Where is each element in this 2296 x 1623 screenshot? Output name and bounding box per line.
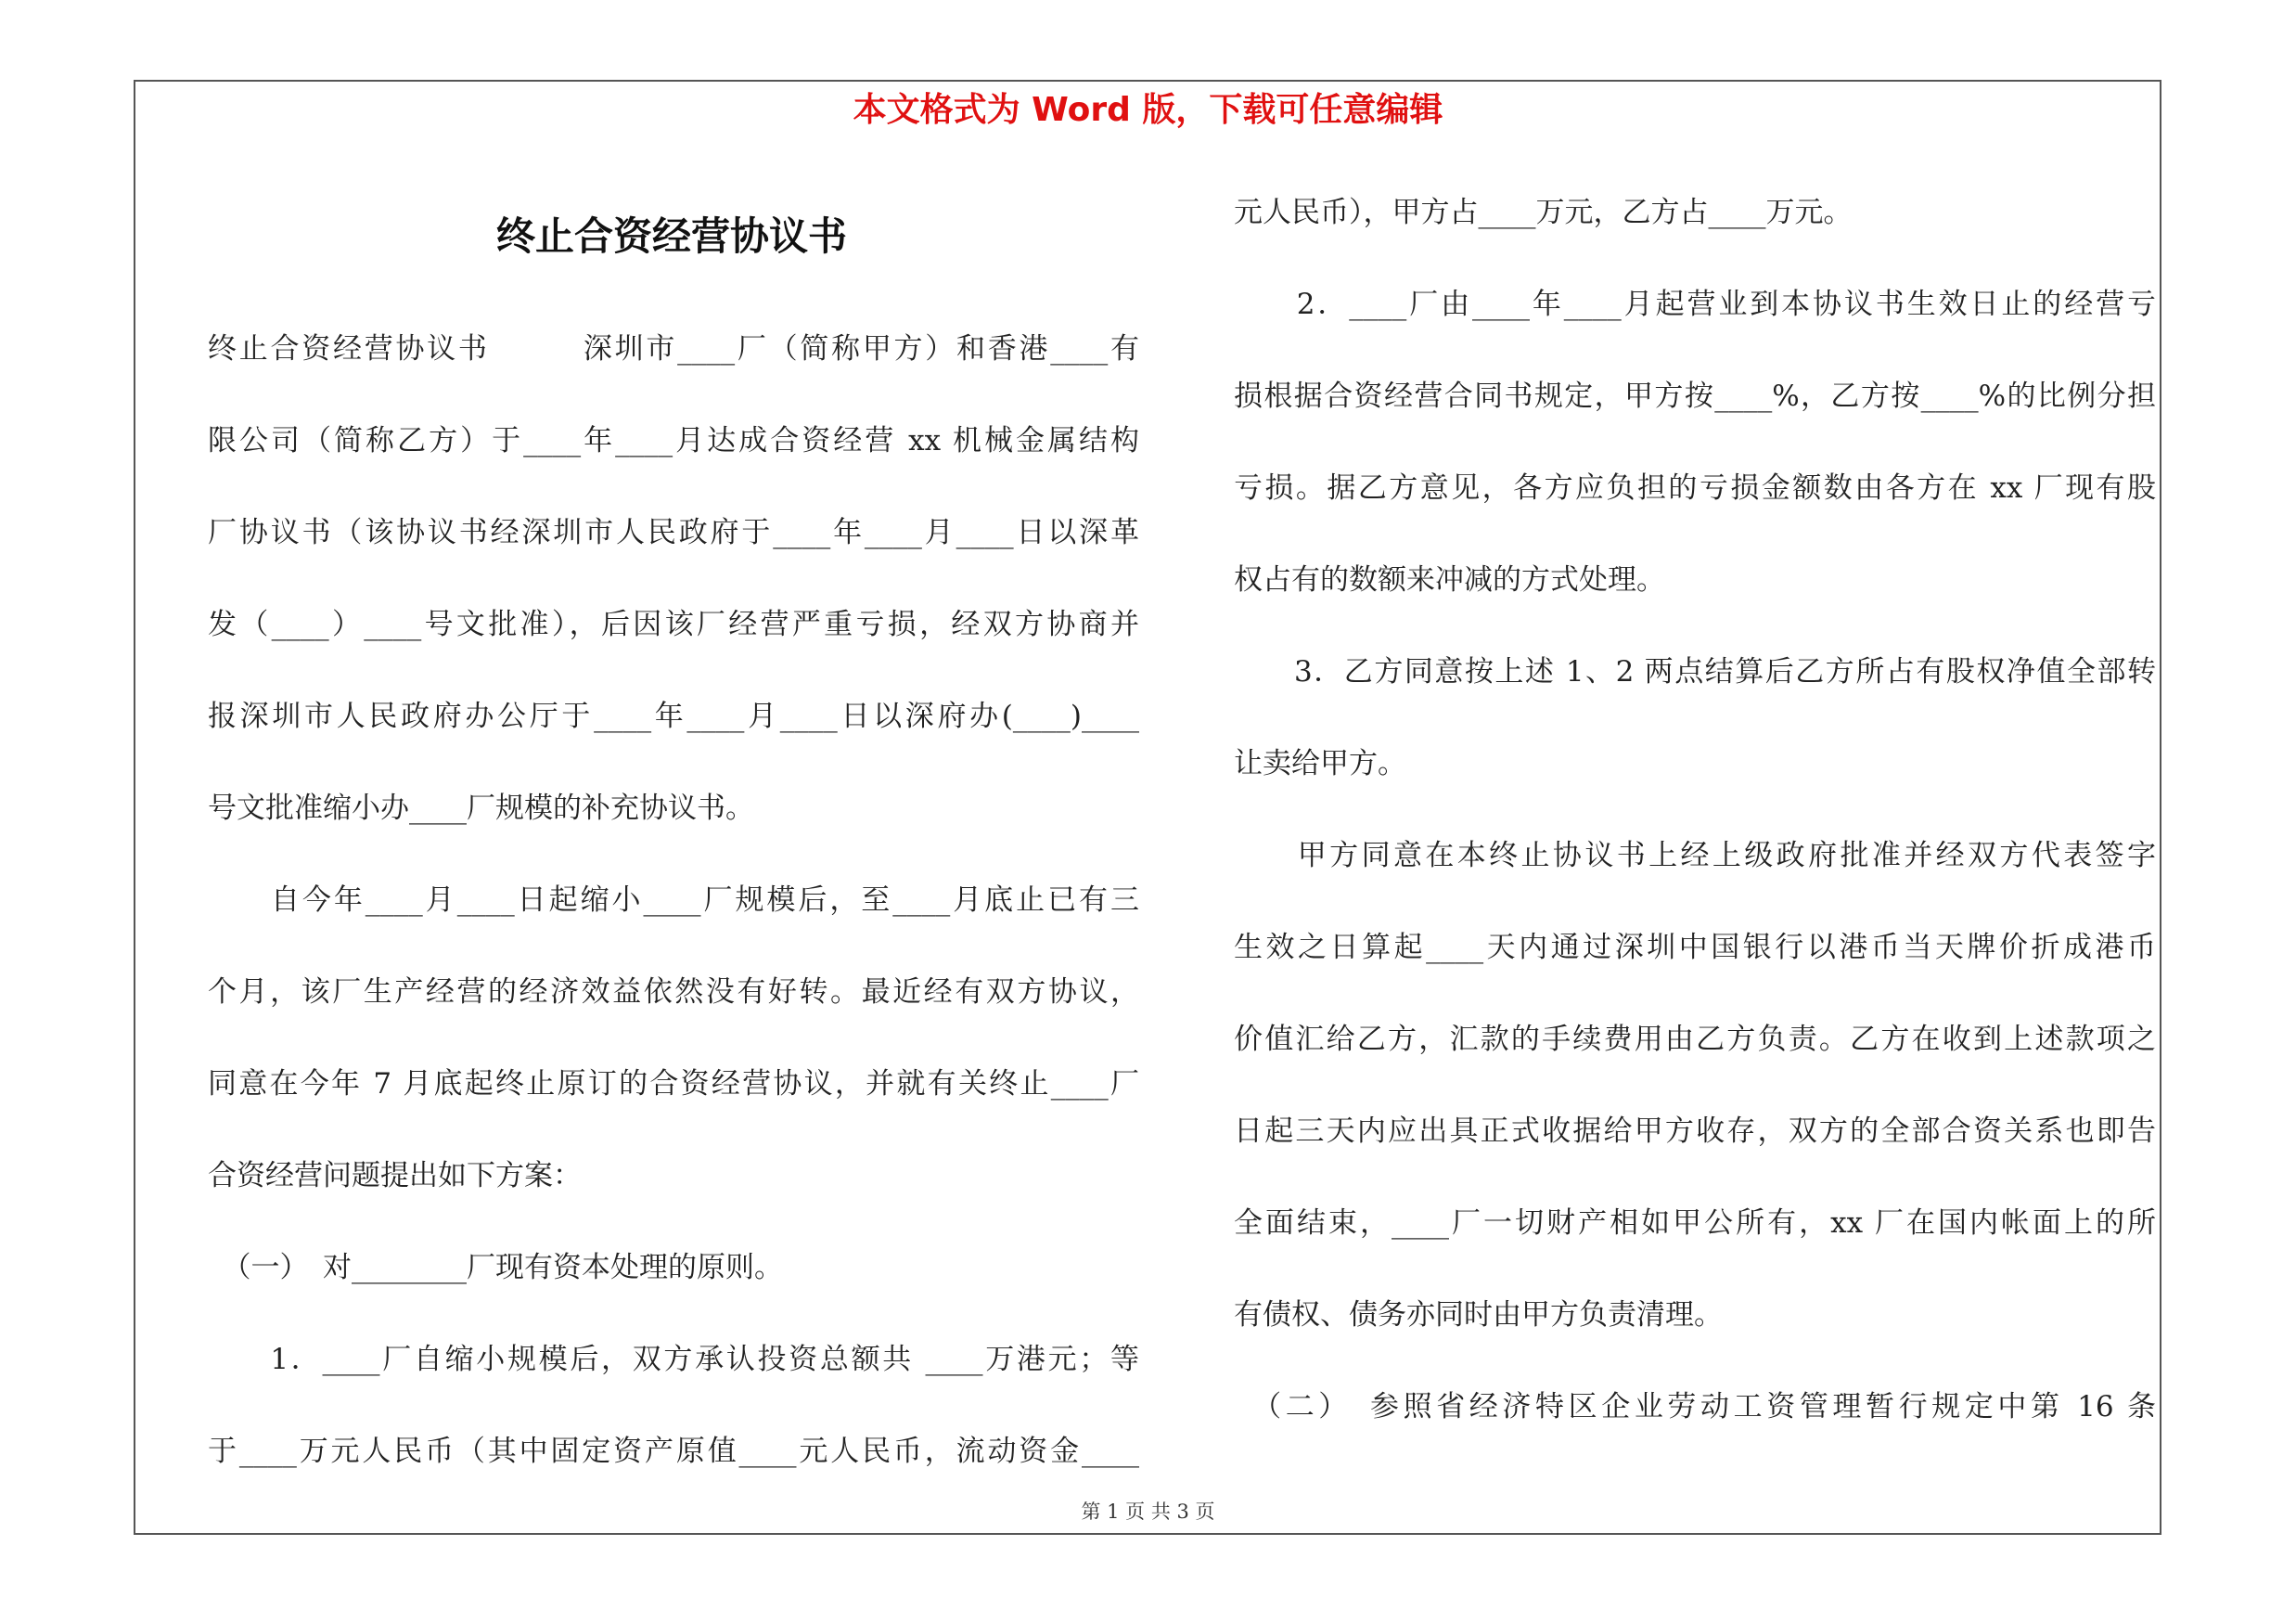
text-line: 1．____厂自缩小规模后，双方承认投资总额共 ____万港元；等 <box>208 1343 1139 1376</box>
text-line: 让卖给甲方。 <box>1234 747 1406 780</box>
text-line: 3．乙方同意按上述 1、2 两点结算后乙方所占有股权净值全部转 <box>1234 655 2156 689</box>
text-line: 自今年____月____日起缩小____厂规模后，至____月底止已有三 <box>208 883 1139 917</box>
text-line: 价值汇给乙方，汇款的手续费用由乙方负责。乙方在收到上述款项之 <box>1234 1023 2156 1056</box>
text-line: 损根据合资经营合同书规定，甲方按____%，乙方按____%的比例分担 <box>1234 380 2156 413</box>
text-line: 厂协议书（该协议书经深圳市人民政府于____年____月____日以深革 <box>208 516 1139 549</box>
text-line: 亏损。据乙方意见，各方应负担的亏损金额数由各方在 xx 厂现有股 <box>1234 471 2156 505</box>
format-notice-banner: 本文格式为 Word 版，下载可任意编辑 <box>853 91 1443 129</box>
text-line: 终止合资经营协议书 深圳市____厂（简称甲方）和香港____有 <box>208 332 1139 366</box>
text-line: 全面结束，____厂一切财产相如甲公所有，xx 厂在国内帐面上的所 <box>1234 1206 2156 1240</box>
text-line: 有债权、债务亦同时由甲方负责清理。 <box>1234 1298 1723 1332</box>
text-line: 于____万元人民币（其中固定资产原值____元人民币，流动资金____ <box>208 1435 1139 1468</box>
text-line: 号文批准缩小办____厂规模的补充协议书。 <box>208 792 754 825</box>
text-line: 报深圳市人民政府办公厅于____年____月____日以深府办(____)____ <box>208 700 1139 733</box>
text-line: 权占有的数额来冲减的方式处理。 <box>1234 563 1665 597</box>
text-line: （一） 对________厂现有资本处理的原则。 <box>208 1251 783 1284</box>
text-line: 限公司（简称乙方）于____年____月达成合资经营 xx 机械金属结构 <box>208 424 1139 457</box>
text-line: 日起三天内应出具正式收据给甲方收存，双方的全部合资关系也即告 <box>1234 1114 2156 1148</box>
document-title: 终止合资经营协议书 <box>495 213 847 259</box>
text-line: 甲方同意在本终止协议书上经上级政府批准并经双方代表签字 <box>1234 839 2156 872</box>
text-line: 生效之日算起____天内通过深圳中国银行以港币当天牌价折成港币 <box>1234 931 2156 964</box>
text-line: 合资经营问题提出如下方案： <box>208 1159 582 1192</box>
page-number: 第 1 页 共 3 页 <box>1081 1501 1215 1523</box>
text-line: 元人民币），甲方占____万元，乙方占____万元。 <box>1234 196 1853 229</box>
text-line: 2．____厂由____年____月起营业到本协议书生效日止的经营亏 <box>1234 288 2156 321</box>
text-line: 个月，该厂生产经营的经济效益依然没有好转。最近经有双方协议， <box>208 975 1139 1009</box>
text-line: （二） 参照省经济特区企业劳动工资管理暂行规定中第 16 条 <box>1234 1390 2156 1423</box>
text-line: 发（____）____号文批准），后因该厂经营严重亏损，经双方协商并 <box>208 608 1139 641</box>
text-line: 同意在今年 7 月底起终止原订的合资经营协议，并就有关终止____厂 <box>208 1067 1139 1101</box>
